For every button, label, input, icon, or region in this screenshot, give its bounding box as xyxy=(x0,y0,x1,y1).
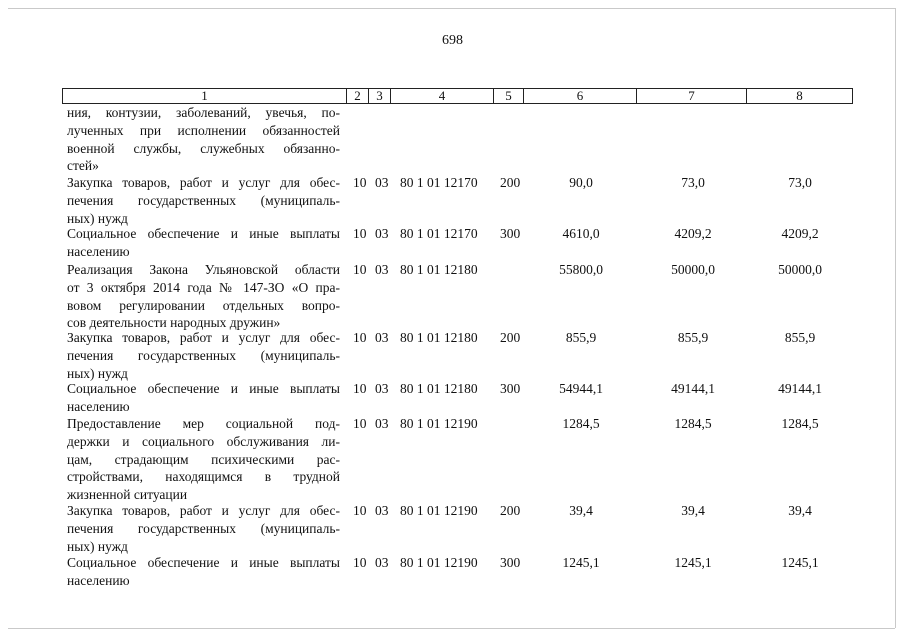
continuation-text xyxy=(67,104,340,175)
desc-line: Социальное обеспечение и иные выплаты xyxy=(67,555,340,570)
row-6-pr: 03 xyxy=(375,416,389,431)
row-3-value-8: 50000,0 xyxy=(778,262,822,277)
row-2-description xyxy=(67,225,340,261)
row-3-value-6: 55800,0 xyxy=(559,262,603,277)
desc-line: печения государственных (муниципаль- xyxy=(67,520,340,536)
table-header xyxy=(62,88,853,104)
desc-line: Социальное обеспечение и иные выплаты xyxy=(67,381,340,396)
row-1-value-7: 73,0 xyxy=(681,175,705,190)
row-2-value-8: 4209,2 xyxy=(781,226,819,241)
row-4-value-6: 855,9 xyxy=(565,330,597,345)
row-7-csr: 80 1 01 12190 xyxy=(400,503,478,518)
row-7-description xyxy=(67,502,340,555)
col-2-header: 2 xyxy=(346,89,368,103)
row-7-vr: 200 xyxy=(500,503,521,518)
row-4-description xyxy=(67,329,340,382)
desc-line: держки и социального обслуживания ли- xyxy=(67,433,340,449)
row-7-value-7: 39,4 xyxy=(681,503,705,518)
row-2-pr: 03 xyxy=(375,226,389,241)
row-3-description xyxy=(67,261,340,332)
desc-line: стей» xyxy=(67,158,99,174)
desc-line: жизненной ситуации xyxy=(67,487,188,503)
row-4-vr: 200 xyxy=(500,330,521,345)
row-2-value-7: 4209,2 xyxy=(674,226,712,241)
row-8-value-6: 1245,1 xyxy=(562,555,600,570)
row-2-value-6: 4610,0 xyxy=(562,226,600,241)
row-3-rz: 10 xyxy=(353,262,367,277)
row-4-rz: 10 xyxy=(353,330,367,345)
row-6-value-6: 1284,5 xyxy=(562,416,600,431)
row-2-csr: 80 1 01 12170 xyxy=(400,226,478,241)
row-5-rz: 10 xyxy=(353,381,367,396)
desc-line: Предоставление мер социальной под- xyxy=(67,416,340,431)
col-1-header: 1 xyxy=(201,88,208,103)
row-8-rz: 10 xyxy=(353,555,367,570)
row-7-value-8: 39,4 xyxy=(788,503,812,518)
row-7-value-6: 39,4 xyxy=(569,503,593,518)
row-4-value-8: 855,9 xyxy=(784,330,816,345)
row-5-value-7: 49144,1 xyxy=(671,381,715,396)
desc-line: Закупка товаров, работ и услуг для обес- xyxy=(67,175,340,190)
desc-line: цам, страдающим психическими рас- xyxy=(67,451,340,467)
scan-top-edge xyxy=(8,8,895,9)
desc-line: стройствами, находящимся в трудной xyxy=(67,469,340,485)
desc-line: лученных при исполнении обязанностей xyxy=(67,122,340,138)
col-3-header: 3 xyxy=(368,89,390,103)
col-7-header: 7 xyxy=(636,89,746,103)
row-5-csr: 80 1 01 12180 xyxy=(400,381,478,396)
desc-line: Закупка товаров, работ и услуг для обес- xyxy=(67,503,340,518)
row-6-rz: 10 xyxy=(353,416,367,431)
desc-line: печения государственных (муниципаль- xyxy=(67,192,340,208)
row-8-vr: 300 xyxy=(500,555,521,570)
row-5-description xyxy=(67,380,340,416)
row-1-csr: 80 1 01 12170 xyxy=(400,175,478,190)
desc-line: Социальное обеспечение и иные выплаты xyxy=(67,226,340,241)
row-4-value-7: 855,9 xyxy=(677,330,709,345)
col-4-header: 4 xyxy=(390,89,493,103)
row-4-csr: 80 1 01 12180 xyxy=(400,330,478,345)
row-6-value-8: 1284,5 xyxy=(781,416,819,431)
row-1-description xyxy=(67,174,340,227)
col-8-header: 8 xyxy=(746,89,852,103)
row-5-pr: 03 xyxy=(375,381,389,396)
row-8-pr: 03 xyxy=(375,555,389,570)
row-7-pr: 03 xyxy=(375,503,389,518)
row-8-description xyxy=(67,554,340,590)
desc-line: Закупка товаров, работ и услуг для обес- xyxy=(67,330,340,345)
desc-line: населению xyxy=(67,398,130,414)
desc-line: населению xyxy=(67,243,130,259)
desc-line: ных) нужд xyxy=(67,538,128,554)
desc-line: печения государственных (муниципаль- xyxy=(67,347,340,363)
row-6-csr: 80 1 01 12190 xyxy=(400,416,478,431)
page-number: 698 xyxy=(442,33,463,48)
col-5-header: 5 xyxy=(493,89,523,103)
desc-line: вовом регулировании отдельных вопро- xyxy=(67,297,340,313)
row-1-value-8: 73,0 xyxy=(788,175,812,190)
desc-line: от 3 октября 2014 года № 147-ЗО «О пра- xyxy=(67,279,340,295)
row-1-value-6: 90,0 xyxy=(569,175,593,190)
row-1-pr: 03 xyxy=(375,175,389,190)
desc-line: ных) нужд xyxy=(67,365,128,381)
desc-line: населению xyxy=(67,572,130,588)
row-6-description xyxy=(67,415,340,504)
row-3-value-7: 50000,0 xyxy=(671,262,715,277)
scan-bottom-edge xyxy=(8,628,895,629)
col-6-header: 6 xyxy=(523,89,636,103)
desc-line: Реализация Закона Ульяновской области xyxy=(67,262,340,277)
row-8-value-7: 1245,1 xyxy=(674,555,712,570)
row-2-vr: 300 xyxy=(500,226,521,241)
row-5-value-8: 49144,1 xyxy=(778,381,822,396)
row-1-rz: 10 xyxy=(353,175,367,190)
row-3-pr: 03 xyxy=(375,262,389,277)
scan-right-edge xyxy=(895,8,896,628)
row-8-value-8: 1245,1 xyxy=(781,555,819,570)
row-3-csr: 80 1 01 12180 xyxy=(400,262,478,277)
row-1-vr: 200 xyxy=(500,175,521,190)
row-2-rz: 10 xyxy=(353,226,367,241)
row-7-rz: 10 xyxy=(353,503,367,518)
row-4-pr: 03 xyxy=(375,330,389,345)
desc-line: военной службы, служебных обязанно- xyxy=(67,140,340,156)
row-6-value-7: 1284,5 xyxy=(674,416,712,431)
desc-line: ных) нужд xyxy=(67,210,128,226)
desc-line: сов деятельности народных дружин» xyxy=(67,315,281,331)
row-5-vr: 300 xyxy=(500,381,521,396)
row-5-value-6: 54944,1 xyxy=(559,381,603,396)
desc-line: ния, контузии, заболеваний, увечья, по- xyxy=(67,105,340,120)
row-8-csr: 80 1 01 12190 xyxy=(400,555,478,570)
